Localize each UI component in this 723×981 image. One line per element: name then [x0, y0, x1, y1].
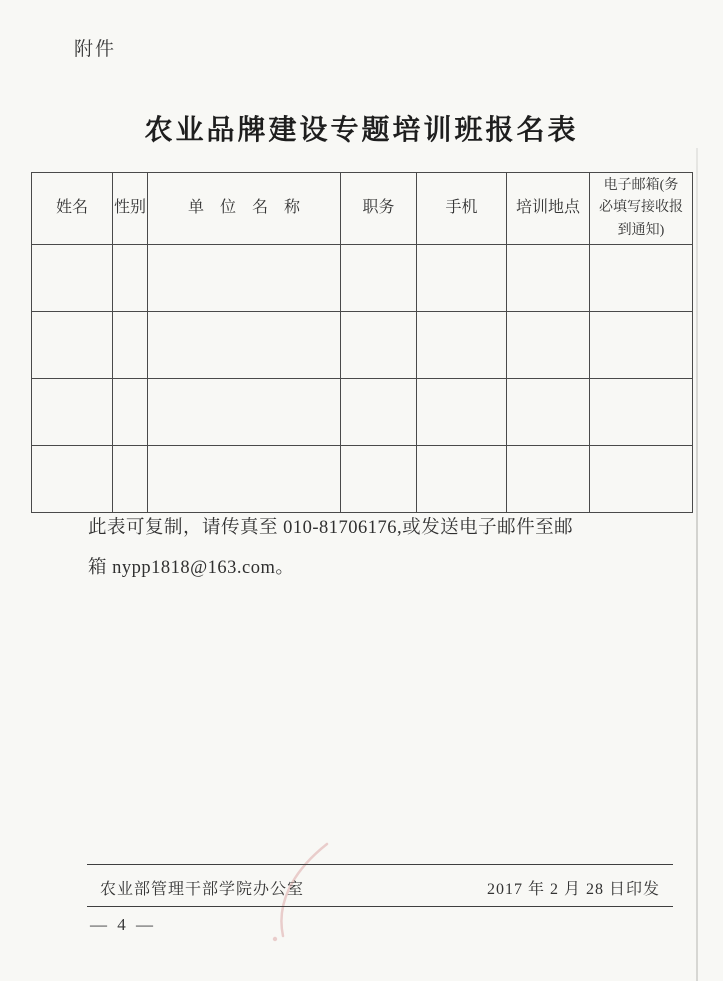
colophon — [87, 869, 673, 905]
empty-cell — [341, 379, 417, 446]
col-header-position: 职务 — [341, 173, 417, 245]
empty-cell — [590, 379, 693, 446]
col-header-training-location: 培训地点 — [507, 173, 590, 245]
scan-edge-line — [696, 148, 698, 981]
empty-cell — [32, 312, 113, 379]
document-title: 农业品牌建设专题培训班报名表 — [144, 114, 579, 145]
col-header-mobile: 手机 — [417, 173, 507, 245]
empty-cell — [507, 312, 590, 379]
col-header-email: 电子邮箱(务必填写接收报到通知) — [590, 173, 693, 245]
empty-cell — [341, 446, 417, 513]
empty-cell — [32, 379, 113, 446]
empty-cell — [341, 312, 417, 379]
empty-cell — [417, 312, 507, 379]
empty-cell — [507, 379, 590, 446]
empty-cell — [148, 245, 341, 312]
footer-rule-bottom — [87, 906, 673, 907]
registration-table — [31, 172, 692, 513]
copy-fax-note — [88, 508, 654, 588]
empty-cell — [113, 446, 148, 513]
page-number: — 4 — — [90, 915, 156, 934]
empty-cell — [341, 245, 417, 312]
col-header-name: 姓名 — [32, 173, 113, 245]
col-header-gender: 性别 — [113, 173, 148, 245]
col-header-unit-name: 单 位 名 称 — [148, 173, 341, 245]
registration-table-body — [32, 245, 693, 513]
empty-cell — [113, 245, 148, 312]
empty-cell — [32, 446, 113, 513]
empty-cell — [148, 379, 341, 446]
empty-cell — [148, 446, 341, 513]
empty-cell — [507, 446, 590, 513]
empty-cell — [417, 379, 507, 446]
footer-rule-top — [87, 864, 673, 865]
empty-cell — [507, 245, 590, 312]
table-row — [32, 446, 693, 513]
empty-cell — [148, 312, 341, 379]
empty-cell — [113, 312, 148, 379]
empty-cell — [590, 245, 693, 312]
empty-cell — [113, 379, 148, 446]
empty-cell — [590, 446, 693, 513]
print-date: 2017 年 2 月 28 日印发 — [486, 880, 660, 898]
issuing-office: 农业部管理干部学院办公室 — [100, 880, 305, 898]
attachment-label: 附件 — [74, 39, 117, 60]
table-row — [32, 312, 693, 379]
table-row — [32, 245, 693, 312]
empty-cell — [32, 245, 113, 312]
note-line-2: 箱 nypp1818@163.com。 — [88, 558, 295, 578]
empty-cell — [417, 446, 507, 513]
note-line-1: 此表可复制，请传真至 010-81706176,或发送电子邮件至邮 — [88, 518, 574, 538]
empty-cell — [590, 312, 693, 379]
table-header-row — [32, 173, 693, 245]
table-row — [32, 379, 693, 446]
empty-cell — [417, 245, 507, 312]
